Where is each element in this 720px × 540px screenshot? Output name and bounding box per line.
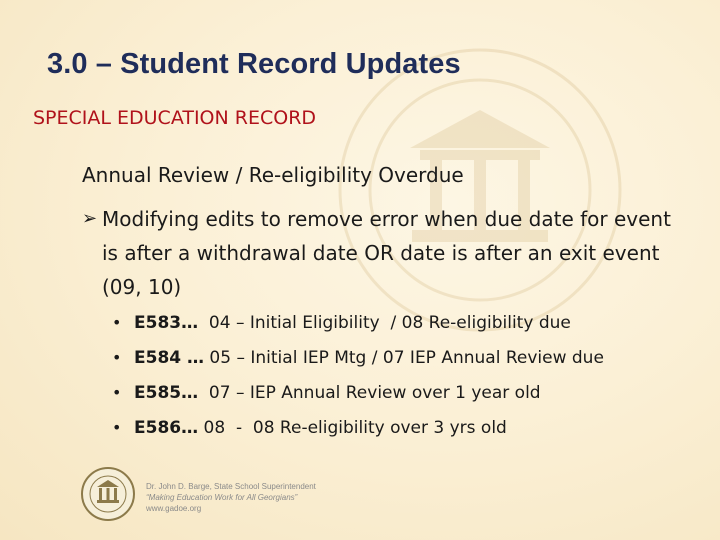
arrow-item-text: Modifying edits to remove error when due date for event is after a withdrawal date OR date is after an exit event (09, 10)	[102, 207, 671, 299]
bullet-dot-icon: •	[112, 348, 122, 367]
bullet-dot-icon: •	[112, 313, 122, 332]
arrow-list-item	[82, 202, 692, 304]
error-description: 08 - 08 Re-eligibility over 3 yrs old	[198, 418, 507, 438]
list-item	[112, 340, 604, 375]
bullet-dot-icon: •	[112, 418, 122, 437]
motto-line: “Making Education Work for All Georgians”	[146, 493, 298, 502]
error-code: E585…	[134, 383, 199, 403]
footer-info	[146, 481, 316, 514]
arrow-bullet-icon: ➢	[82, 208, 98, 229]
error-description: 04 – Initial Eligibility / 08 Re-eligibility due	[198, 313, 571, 333]
website-line: www.gadoe.org	[146, 504, 202, 513]
error-code-list	[112, 305, 604, 445]
slide-title: 3.0 – Student Record Updates	[47, 48, 461, 80]
superintendent-line: Dr. John D. Barge, State School Superintendent	[146, 482, 316, 491]
section-label: SPECIAL EDUCATION RECORD	[33, 107, 317, 129]
bullet-dot-icon: •	[112, 383, 122, 402]
error-description: 07 – IEP Annual Review over 1 year old	[198, 383, 541, 403]
list-item	[112, 305, 604, 340]
subheading: Annual Review / Re-eligibility Overdue	[82, 163, 464, 187]
error-code: E584 …	[134, 348, 205, 368]
error-code: E586…	[134, 418, 199, 438]
list-item	[112, 375, 604, 410]
error-description: 05 – Initial IEP Mtg / 07 IEP Annual Review due	[204, 348, 604, 368]
department-of-education-seal-icon	[80, 466, 136, 522]
error-code: E583…	[134, 313, 199, 333]
list-item	[112, 410, 604, 445]
